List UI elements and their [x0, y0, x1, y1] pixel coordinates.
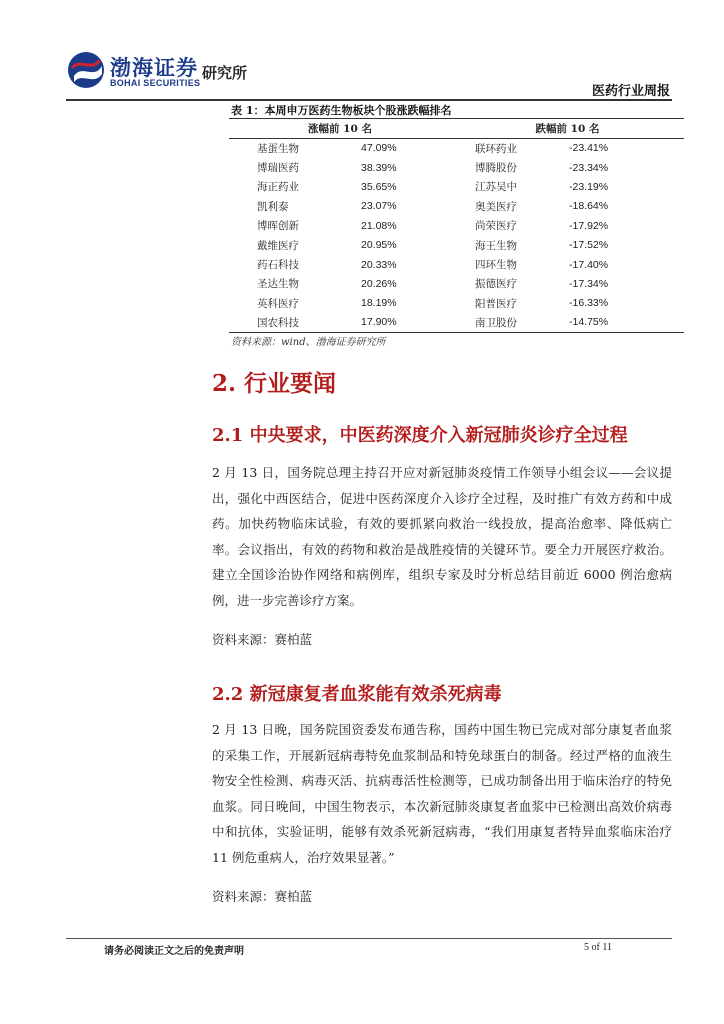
- table-row: [229, 139, 684, 158]
- footer-divider: [66, 938, 672, 939]
- table-caption: 表 1：本周申万医药生物板块个股涨跌幅排名: [231, 104, 452, 117]
- research-institute-label: 研究所: [202, 64, 248, 82]
- gainer-name: 戴维医疗: [257, 239, 299, 252]
- gainer-name: 凯利泰: [257, 200, 289, 213]
- news-source: 资料来源：赛柏蓝: [212, 632, 313, 647]
- table-row: [229, 158, 684, 177]
- gainer-name: 博瑞医药: [257, 162, 299, 175]
- report-type: 医药行业周报: [591, 84, 670, 99]
- table-header-row: [229, 119, 684, 139]
- loser-change: -23.19%: [569, 180, 609, 193]
- gainer-change: 35.65%: [361, 180, 397, 193]
- news-title: 2.1 中央要求，中医药深度介入新冠肺炎诊疗全过程: [212, 425, 628, 446]
- news-body: 2 月 13 日，国务院总理主持召开应对新冠肺炎疫情工作领导小组会议——会议提出，强化中西医结合，促进中医药深度介入诊疗全过程，及时推广有效方药和中成药。加快药物临床试验，有效的要抓紧向救治一线投放，提高治愈率、降低病亡率。会议指出，有效的药物和救治是战胜疫情的关键环节。要全力开展医疗救治。建立全国诊治协作网络和病例库，组织专家及时分析总结目前近 6000 例治愈病例，进一步完善诊疗方案。: [212, 465, 672, 608]
- header-divider: [66, 99, 672, 101]
- loser-name: 阳普医疗: [475, 297, 517, 310]
- table-row: [229, 235, 684, 254]
- loser-change: -17.52%: [569, 239, 609, 252]
- loser-change: -16.33%: [569, 297, 609, 310]
- loser-change: -23.34%: [569, 161, 609, 174]
- gainer-change: 23.07%: [361, 200, 397, 213]
- loser-name: 四环生物: [475, 259, 517, 272]
- loser-name: 南卫股份: [451, 313, 565, 332]
- gainer-change: 17.90%: [341, 313, 451, 332]
- logo-english-name: BOHAI SECURITIES: [110, 78, 201, 88]
- gainer-name: 基蛋生物: [257, 142, 299, 155]
- gainer-name: 海正药业: [257, 181, 299, 194]
- table-row: [229, 177, 684, 196]
- logo-chinese-name: 渤海证券: [110, 56, 198, 80]
- gainer-change: 21.08%: [361, 219, 397, 232]
- footer-disclaimer: 请务必阅读正文之后的免责声明: [104, 946, 244, 957]
- loser-name: 江苏吴中: [475, 181, 517, 194]
- loser-change: -18.64%: [569, 200, 609, 213]
- gainer-name: 圣达生物: [257, 278, 299, 291]
- loser-name: 海王生物: [475, 239, 517, 252]
- gainer-name: 药石科技: [257, 259, 299, 272]
- bohai-securities-logo-icon: [66, 50, 106, 90]
- gainer-change: 20.26%: [361, 277, 397, 290]
- table-row: [229, 313, 684, 332]
- page-number: 5 of 11: [584, 942, 612, 953]
- gainer-change: 38.39%: [361, 161, 397, 174]
- loser-change: -23.41%: [569, 142, 609, 155]
- table-row: [229, 274, 684, 293]
- loser-name: 联环药业: [475, 142, 517, 155]
- gainer-name: 国农科技: [229, 313, 341, 332]
- table-row: [229, 294, 684, 313]
- table-row: [229, 197, 684, 216]
- loser-change: -17.92%: [569, 219, 609, 232]
- gainer-change: 18.19%: [361, 297, 397, 310]
- news-body: 2 月 13 日晚，国务院国资委发布通告称，国药中国生物已完成对部分康复者血浆的采集工作，开展新冠病毒特免血浆制品和特免球蛋白的制备。经过严格的血液生物安全性检测、病毒灭活、抗病毒活性检测等，已成功制备出用于临床治疗的特免血浆。同日晚间，中国生物表示，本次新冠肺炎康复者血浆中已检测出高效价病毒中和抗体，实验证明，能够有效杀死新冠病毒，“我们用康复者特异血浆临床治疗 11 例危重病人，治疗效果显著。”: [212, 722, 672, 865]
- news-title: 2.2 新冠康复者血浆能有效杀死病毒: [212, 684, 502, 705]
- table-source-note: 资料来源：wind、渤海证券研究所: [231, 337, 386, 348]
- gainer-name: 英科医疗: [257, 297, 299, 310]
- losers-header: 跌幅前 10 名: [451, 119, 684, 139]
- gainer-name: 博晖创新: [257, 220, 299, 233]
- stock-ranking-table: [229, 118, 684, 333]
- loser-change: -17.34%: [569, 277, 609, 290]
- loser-name: 奥美医疗: [475, 200, 517, 213]
- table-row: [229, 255, 684, 274]
- gainer-change: 47.09%: [361, 142, 397, 155]
- news-source: 资料来源：赛柏蓝: [212, 889, 313, 904]
- loser-change: -17.40%: [569, 258, 609, 271]
- section-title: 2. 行业要闻: [212, 370, 337, 397]
- loser-name: 尚荣医疗: [475, 220, 517, 233]
- page-header: [66, 50, 672, 100]
- gainers-header: 涨幅前 10 名: [229, 119, 451, 139]
- gainer-change: 20.95%: [361, 239, 397, 252]
- gainer-change: 20.33%: [361, 258, 397, 271]
- loser-name: 博腾股份: [475, 162, 517, 175]
- loser-name: 振德医疗: [475, 278, 517, 291]
- table-row: [229, 216, 684, 235]
- loser-change: -14.75%: [565, 313, 684, 332]
